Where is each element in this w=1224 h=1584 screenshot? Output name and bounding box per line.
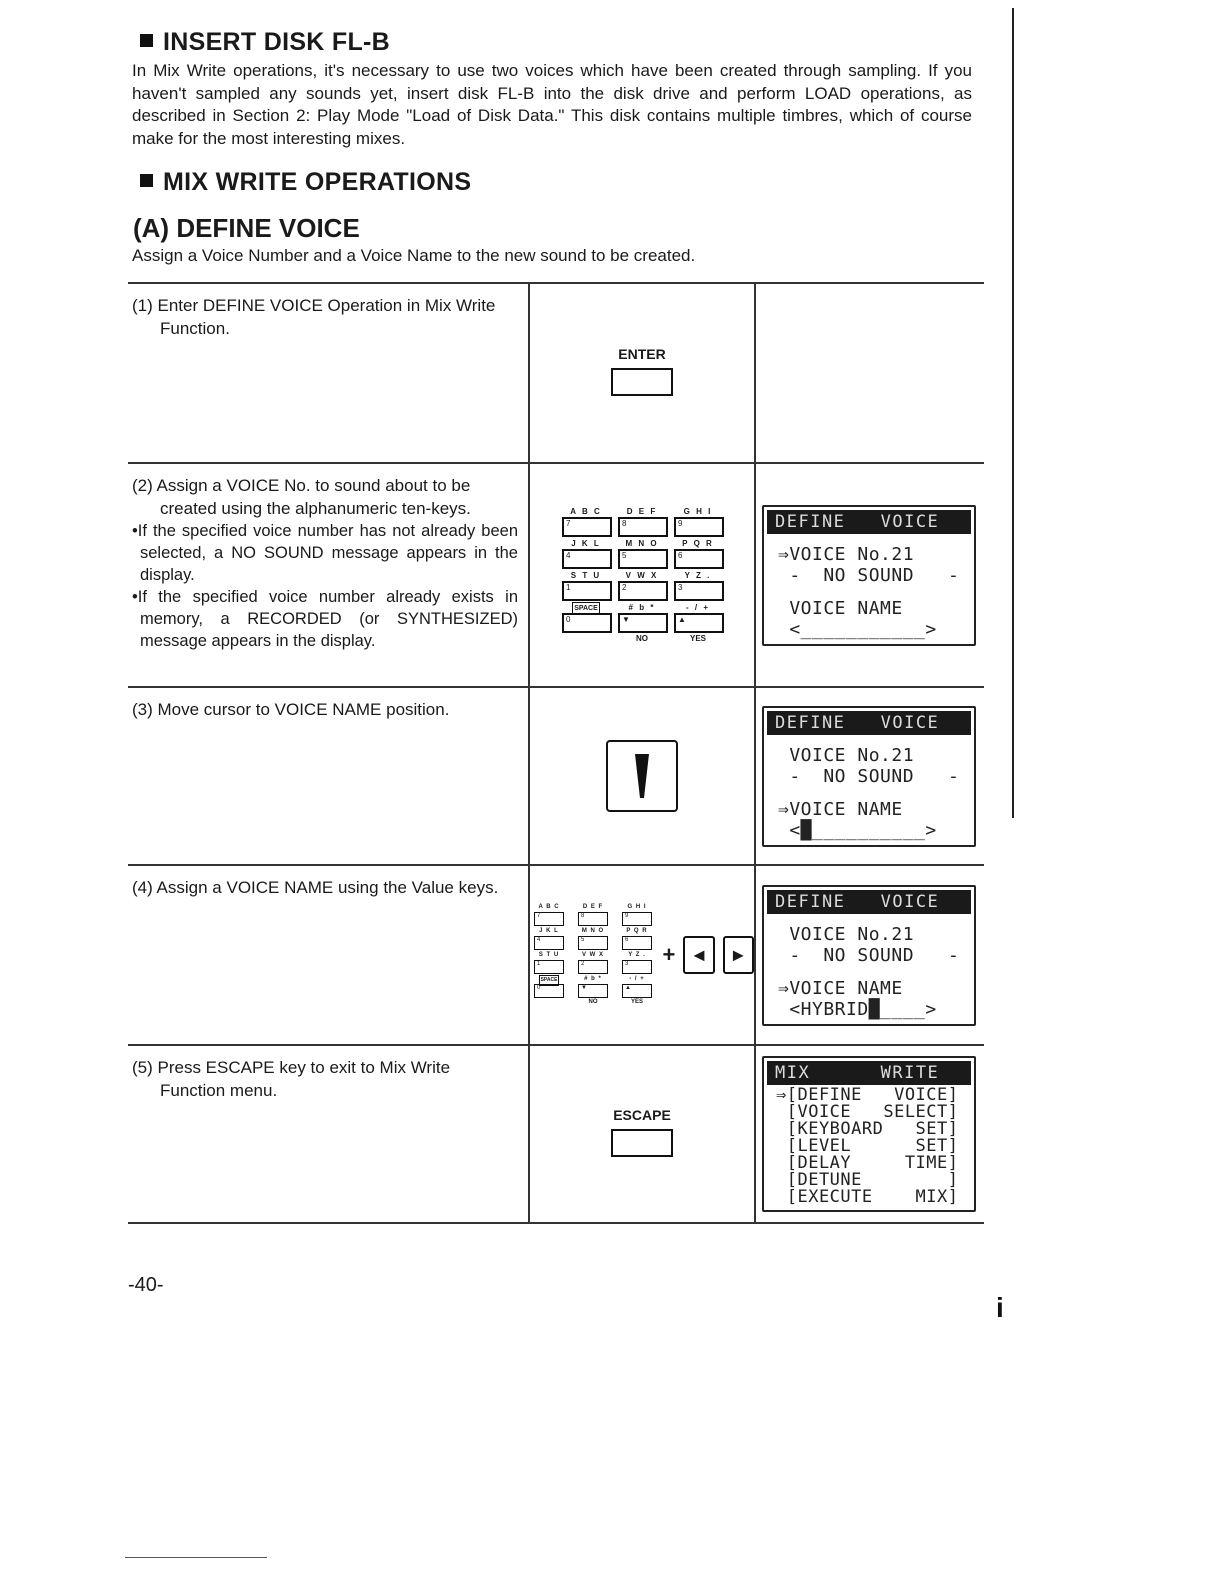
key-letters: - / +	[685, 602, 710, 612]
lcd-display-step4	[762, 885, 976, 1026]
step-row	[128, 463, 984, 687]
step-instruction-cell	[128, 1045, 529, 1223]
lcd-line: - NO SOUND -	[778, 944, 960, 966]
step-instruction-cell	[128, 865, 529, 1045]
key-0[interactable]: 0	[562, 613, 612, 633]
key-5[interactable]: 5	[578, 936, 608, 950]
escape-key-label: ESCAPE	[613, 1106, 671, 1123]
key-no[interactable]: ▼	[618, 613, 668, 633]
key-letters: Y Z .	[628, 952, 646, 958]
step-row	[128, 1045, 984, 1223]
lcd-title: DEFINE VOICE	[767, 890, 971, 914]
step-note: •If the specified voice number already exists in memory, a RECORDED (or SYNTHESIZED) message appears in the display.	[132, 588, 518, 650]
lcd-menu-item: [VOICE SELECT]	[776, 1102, 959, 1122]
ten-keypad	[562, 506, 722, 645]
key-1[interactable]: 1	[534, 960, 564, 974]
step-instruction: (1) Enter DEFINE VOICE Operation in Mix Write Function.	[132, 296, 496, 338]
lcd-line: ⇒VOICE NAME	[778, 977, 903, 999]
step-instruction: (3) Move cursor to VOICE NAME position.	[132, 700, 450, 719]
key-0[interactable]: 0	[534, 984, 564, 998]
page-number: -40-	[128, 1274, 164, 1296]
step-instruction: (2) Assign a VOICE No. to sound about to be created using the alphanumeric ten-keys.	[132, 476, 471, 518]
display-cell	[755, 283, 984, 463]
key-1[interactable]: 1	[562, 581, 612, 601]
step-instruction-cell	[128, 463, 529, 687]
lcd-line: <___________>	[778, 618, 937, 640]
key-4[interactable]: 4	[534, 936, 564, 950]
key-no[interactable]: ▼	[578, 984, 608, 998]
key-9[interactable]: 9	[622, 912, 652, 926]
escape-key[interactable]	[611, 1129, 673, 1157]
key-2[interactable]: 2	[578, 960, 608, 974]
keypad-plus-value-keys	[530, 903, 754, 1007]
key-letters: J K L	[571, 538, 601, 548]
lcd-title: DEFINE VOICE	[767, 510, 971, 534]
enter-key-label: ENTER	[618, 345, 666, 362]
key-letters: A B C	[570, 506, 602, 516]
step-row	[128, 687, 984, 865]
key-letters: SPACE	[572, 602, 600, 615]
lcd-line: - NO SOUND -	[778, 564, 960, 586]
key-7[interactable]: 7	[562, 517, 612, 537]
step-row	[128, 283, 984, 463]
step-instruction-cell	[128, 283, 529, 463]
display-cell	[755, 865, 984, 1045]
key-letters: SPACE	[539, 975, 560, 986]
step-note: •If the specified voice number has not already been selected, a NO SOUND message appears in the display.	[132, 522, 518, 584]
key-letters: Y Z .	[684, 570, 712, 580]
bottom-rule	[125, 1557, 267, 1558]
mix-write-heading: MIX WRITE OPERATIONS	[140, 168, 471, 197]
key-6[interactable]: 6	[622, 936, 652, 950]
key-7[interactable]: 7	[534, 912, 564, 926]
key-letters: J K L	[539, 928, 559, 934]
key-4[interactable]: 4	[562, 549, 612, 569]
key-letters: # b *	[628, 602, 656, 612]
key-8[interactable]: 8	[618, 517, 668, 537]
step-instruction: (4) Assign a VOICE NAME using the Value keys.	[132, 878, 499, 897]
lcd-display-step3	[762, 706, 976, 847]
step-instruction-cell	[128, 687, 529, 865]
left-arrow-icon: ◄	[690, 944, 708, 965]
lcd-line: <HYBRID█____>	[778, 998, 937, 1020]
define-voice-heading: (A) DEFINE VOICE	[133, 213, 360, 243]
plus-sign: +	[662, 942, 676, 967]
key-9[interactable]: 9	[674, 517, 724, 537]
margin-mark: i	[996, 1292, 1004, 1323]
key-cell	[529, 865, 755, 1045]
lcd-line: VOICE No.21	[778, 744, 915, 766]
step-row	[128, 865, 984, 1045]
define-voice-intro: Assign a Voice Number and a Voice Name to the new sound to be created.	[132, 246, 696, 265]
value-decrement-key[interactable]	[683, 936, 714, 974]
key-6[interactable]: 6	[674, 549, 724, 569]
step-instruction: (5) Press ESCAPE key to exit to Mix Write Function menu.	[132, 1058, 451, 1100]
key-letters: V W X	[581, 952, 604, 958]
key-cell	[529, 687, 755, 865]
lcd-line: VOICE No.21	[778, 923, 915, 945]
key-letters: D E F	[582, 904, 604, 910]
no-label: NO	[588, 999, 598, 1005]
lcd-line: ⇒VOICE NAME	[778, 798, 903, 820]
key-letters: V W X	[625, 570, 659, 580]
key-yes[interactable]: ▲	[674, 613, 724, 633]
insert-disk-heading: INSERT DISK FL-B	[140, 28, 390, 57]
key-letters: A B C	[538, 904, 560, 910]
lcd-menu-item: [DETUNE ]	[776, 1170, 959, 1190]
key-letters: S T U	[570, 570, 602, 580]
display-cell	[755, 1045, 984, 1223]
lcd-title: DEFINE VOICE	[767, 711, 971, 735]
enter-key[interactable]	[611, 368, 673, 396]
key-8[interactable]: 8	[578, 912, 608, 926]
key-3[interactable]: 3	[674, 581, 724, 601]
no-label: NO	[636, 633, 648, 643]
binding-line	[1012, 8, 1014, 818]
steps-table	[128, 282, 984, 1224]
key-letters: S T U	[538, 952, 560, 958]
key-letters: P Q R	[626, 928, 648, 934]
key-yes[interactable]: ▲	[622, 984, 652, 998]
key-5[interactable]: 5	[618, 549, 668, 569]
key-letters: G H I	[683, 506, 713, 516]
lcd-line: VOICE NAME	[778, 597, 903, 619]
key-cell	[529, 463, 755, 687]
cursor-down-key[interactable]	[606, 740, 678, 812]
lcd-menu-item: [LEVEL SET]	[776, 1136, 959, 1156]
lcd-title: MIX WRITE	[767, 1061, 971, 1085]
lcd-display-step2	[762, 505, 976, 646]
key-letters: - / +	[629, 976, 645, 982]
yes-label: YES	[630, 999, 643, 1005]
display-cell	[755, 687, 984, 865]
lcd-line: - NO SOUND -	[778, 765, 960, 787]
ten-keypad-small	[530, 903, 659, 1007]
lcd-line: ⇒VOICE No.21	[778, 543, 915, 565]
yes-label: YES	[689, 633, 706, 643]
lcd-line: <█__________>	[778, 819, 937, 841]
bullet-square-icon	[140, 34, 153, 47]
key-letters: D E F	[626, 506, 658, 516]
key-cell	[529, 1045, 755, 1223]
lcd-display-step5	[762, 1056, 976, 1212]
right-arrow-icon: ►	[729, 944, 748, 965]
key-letters: M N O	[581, 928, 605, 934]
lcd-menu-item: [KEYBOARD SET]	[776, 1119, 959, 1139]
key-letters: M N O	[625, 538, 659, 548]
key-3[interactable]: 3	[622, 960, 652, 974]
key-cell	[529, 283, 755, 463]
value-increment-key[interactable]	[723, 936, 754, 974]
down-arrow-icon	[632, 754, 652, 798]
display-cell	[755, 463, 984, 687]
key-letters: # b *	[584, 976, 602, 982]
lcd-menu-item: ⇒[DEFINE VOICE]	[776, 1085, 959, 1105]
insert-disk-paragraph: In Mix Write operations, it's necessary to use two voices which have been created through sampling. If you haven't sampled any sounds yet, insert disk FL-B into the disk drive and perform LOAD operations, as described in Section 2: Play Mode "Load of Disk Data." This disk contains multiple timbres, which of course make for the most interesting mixes.	[132, 61, 972, 148]
key-2[interactable]: 2	[618, 581, 668, 601]
lcd-menu-item: [EXECUTE MIX]	[776, 1187, 959, 1207]
key-letters: G H I	[627, 904, 647, 910]
bullet-square-icon	[140, 174, 153, 187]
lcd-menu-item: [DELAY TIME]	[776, 1153, 959, 1173]
key-letters: P Q R	[682, 538, 714, 548]
